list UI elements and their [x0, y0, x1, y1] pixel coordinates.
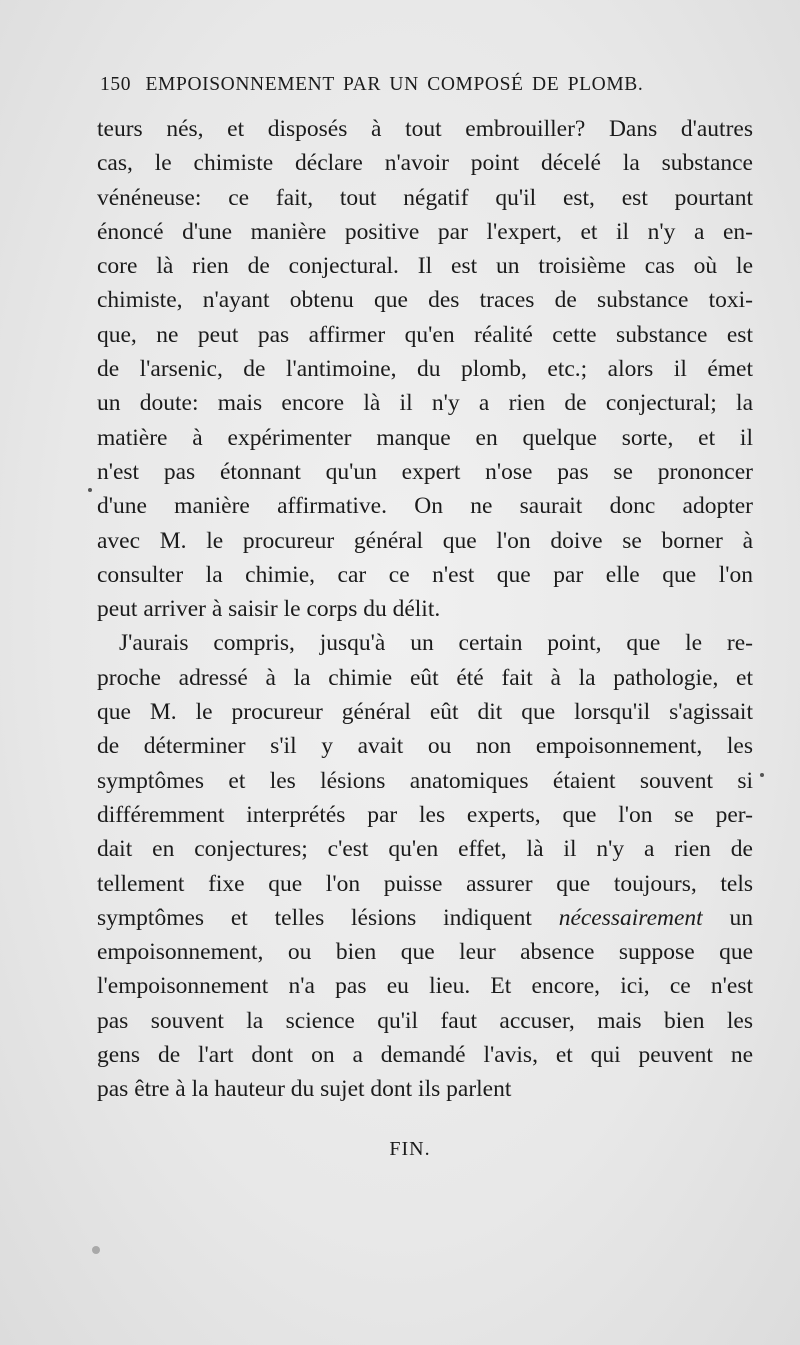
text-line: vénéneuse: ce fait, tout négatif qu'il est, est pourtant — [97, 184, 753, 211]
text-line: d'une manière affirmative. On ne saurait donc adopter — [97, 493, 753, 520]
text-line: différemment interprétés par les experts, que l'on se per- — [97, 801, 753, 828]
text-line: core là rien de conjectural. Il est un troisième cas où le — [97, 253, 753, 280]
text-line: empoisonnement, ou bien que leur absence suppose que — [97, 939, 753, 966]
ink-speck — [92, 1246, 100, 1254]
text-segment: symptômes et telles lésions indiquent — [97, 904, 559, 931]
text-line-with-italic — [97, 901, 753, 935]
text-line: de déterminer s'il y avait ou non empoisonnement, les — [97, 733, 753, 760]
text-line: que M. le procureur général eût dit que lorsqu'il s'agissait — [97, 699, 753, 726]
text-line: cas, le chimiste déclare n'avoir point décelé la substance — [97, 150, 753, 177]
ink-speck — [760, 773, 764, 777]
text-line: avec M. le procureur général que l'on doive se borner à — [97, 527, 753, 554]
text-line: symptômes et les lésions anatomiques étaient souvent si — [97, 767, 753, 794]
running-head — [100, 74, 712, 96]
running-title: EMPOISONNEMENT PAR UN COMPOSÉ DE PLOMB. — [145, 74, 644, 95]
page-number: 150 — [100, 74, 132, 95]
text-line: J'aurais compris, jusqu'à un certain point, que le re- — [119, 630, 753, 657]
text-line: pas souvent la science qu'il faut accuser, mais bien les — [97, 1007, 753, 1034]
end-mark: FIN. — [389, 1138, 431, 1160]
text-block — [97, 112, 753, 1107]
text-line: gens de l'art dont on a demandé l'avis, et qui peuvent ne — [97, 1042, 753, 1069]
text-line: un doute: mais encore là il n'y a rien de conjectural; la — [97, 390, 753, 417]
text-line: l'empoisonnement n'a pas eu lieu. Et encore, ici, ce n'est — [97, 973, 753, 1000]
text-line: dait en conjectures; c'est qu'en effet, là il n'y a rien de — [97, 836, 753, 863]
text-line: tellement fixe que l'on puisse assurer que toujours, tels — [97, 870, 753, 897]
text-line: peut arriver à saisir le corps du délit. — [97, 596, 441, 623]
text-segment: un — [702, 904, 753, 931]
text-line: teurs nés, et disposés à tout embrouiller? Dans d'autres — [97, 116, 753, 142]
italic-word: nécessairement — [558, 904, 703, 931]
ink-speck — [88, 488, 92, 492]
text-line: pas être à la hauteur du sujet dont ils parlent — [97, 1076, 512, 1103]
text-line: que, ne peut pas affirmer qu'en réalité cette substance est — [97, 321, 753, 348]
text-line: chimiste, n'ayant obtenu que des traces de substance toxi- — [97, 287, 753, 314]
text-line: de l'arsenic, de l'antimoine, du plomb, etc.; alors il émet — [97, 356, 753, 383]
text-line: énoncé d'une manière positive par l'expert, et il n'y a en- — [97, 218, 753, 245]
text-line: proche adressé à la chimie eût été fait à la pathologie, et — [97, 664, 753, 691]
text-line: n'est pas étonnant qu'un expert n'ose pas se prononcer — [97, 458, 753, 485]
text-line: consulter la chimie, car ce n'est que par elle que l'on — [97, 561, 753, 588]
text-line: matière à expérimenter manque en quelque sorte, et il — [97, 424, 753, 451]
